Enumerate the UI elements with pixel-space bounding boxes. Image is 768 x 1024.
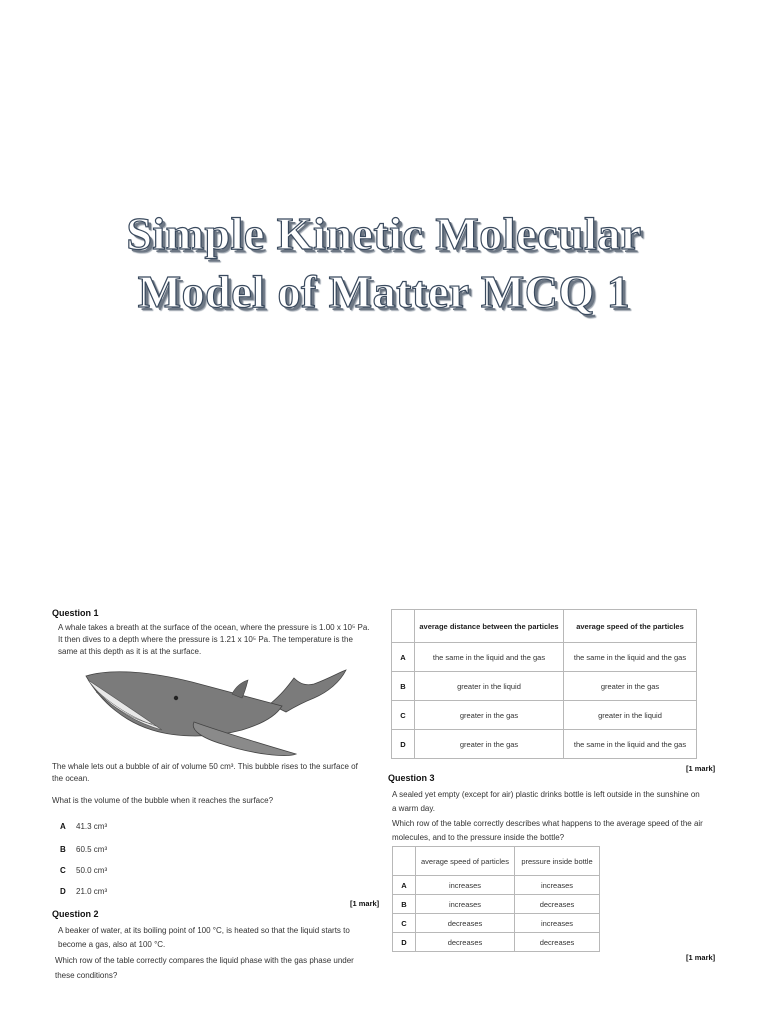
question-2-heading: Question 2	[52, 909, 99, 919]
row-label: C	[392, 701, 415, 730]
q1-text-line-2: It then dives to a depth where the pressure is 1.21 x 10⁵ Pa. The temperature is the	[58, 635, 353, 644]
table-cell: decreases	[515, 895, 600, 914]
q1-option-a[interactable]	[60, 822, 107, 831]
table-cell: greater in the liquid	[564, 701, 697, 730]
q2-text-line-2: become a gas, also at 100 °C.	[58, 940, 166, 949]
table-header-row	[392, 610, 697, 643]
table-cell: greater in the gas	[415, 701, 564, 730]
table-cell: decreases	[515, 933, 600, 952]
question-1-heading: Question 1	[52, 608, 99, 618]
option-label: A	[60, 822, 66, 831]
table-header-row	[393, 847, 600, 876]
q2-text-line-1: A beaker of water, at its boiling point of 100 °C, is heated so that the liquid starts to	[58, 926, 350, 935]
table-corner-cell	[393, 847, 416, 876]
table-cell: decreases	[416, 933, 515, 952]
option-label: C	[60, 866, 66, 875]
q1-mark: [1 mark]	[350, 899, 380, 908]
option-label: B	[60, 845, 66, 854]
table-corner-cell	[392, 610, 415, 643]
table-header-distance: average distance between the particles	[415, 610, 564, 643]
option-text: 21.0 cm³	[76, 887, 108, 896]
question-3-heading: Question 3	[388, 773, 435, 783]
title-line-2: Model of Matter MCQ 1	[137, 266, 631, 317]
title-line-1: Simple Kinetic Molecular	[126, 208, 642, 259]
q1-text-line-4: The whale lets out a bubble of air of volume 50 cm³. This bubble rises to the surface of	[52, 762, 358, 771]
row-label: D	[393, 933, 416, 952]
table-cell: the same in the liquid and the gas	[415, 643, 564, 672]
whale-illustration	[82, 664, 350, 760]
table-cell: greater in the gas	[564, 672, 697, 701]
q3-bottle-table	[392, 846, 600, 952]
q3-text-line-1: A sealed yet empty (except for air) plastic drinks bottle is left outside in the sunshine on	[392, 790, 700, 799]
table-cell: greater in the liquid	[415, 672, 564, 701]
option-label: D	[60, 887, 66, 896]
q3-text-line-4: molecules, and to the pressure inside the bottle?	[392, 833, 565, 842]
table-row[interactable]	[393, 876, 600, 895]
page-title	[0, 205, 768, 321]
row-label: D	[392, 730, 415, 759]
q1-text-line-1: A whale takes a breath at the surface of the ocean, where the pressure is 1.00 x 10⁵ Pa.	[58, 623, 370, 632]
q3-mark: [1 mark]	[686, 953, 716, 962]
table-row[interactable]	[392, 701, 697, 730]
table-row[interactable]	[393, 933, 600, 952]
table-cell: the same in the liquid and the gas	[564, 643, 697, 672]
q1-question: What is the volume of the bubble when it reaches the surface?	[52, 796, 274, 805]
q1-text-line-3: same at this depth as it is at the surface.	[58, 647, 202, 656]
table-cell: increases	[515, 876, 600, 895]
q3-text-line-3: Which row of the table correctly describes what happens to the average speed of the air	[392, 819, 703, 828]
row-label: A	[393, 876, 416, 895]
q3-text-line-2: a warm day.	[392, 804, 435, 813]
row-label: B	[392, 672, 415, 701]
table-row[interactable]	[393, 895, 600, 914]
q2-comparison-table	[391, 609, 697, 759]
table-header-speed: average speed of the particles	[564, 610, 697, 643]
table-header-speed: average speed of particles	[416, 847, 515, 876]
table-header-pressure: pressure inside bottle	[515, 847, 600, 876]
table-cell: decreases	[416, 914, 515, 933]
option-text: 60.5 cm³	[76, 845, 108, 854]
table-row[interactable]	[392, 730, 697, 759]
table-row[interactable]	[392, 643, 697, 672]
table-row[interactable]	[393, 914, 600, 933]
option-text: 41.3 cm³	[76, 822, 108, 831]
q1-option-d[interactable]	[60, 887, 107, 896]
q1-option-c[interactable]	[60, 866, 107, 875]
row-label: C	[393, 914, 416, 933]
table-cell: increases	[416, 895, 515, 914]
table-cell: increases	[416, 876, 515, 895]
q2-text-line-4: these conditions?	[55, 971, 118, 980]
table-cell: greater in the gas	[415, 730, 564, 759]
q1-option-b[interactable]	[60, 845, 107, 854]
q1-text-line-5: the ocean.	[52, 774, 90, 783]
q2-text-line-3: Which row of the table correctly compares the liquid phase with the gas phase under	[55, 956, 354, 965]
row-label: B	[393, 895, 416, 914]
table-row[interactable]	[392, 672, 697, 701]
q2-mark: [1 mark]	[686, 764, 716, 773]
row-label: A	[392, 643, 415, 672]
table-cell: increases	[515, 914, 600, 933]
table-cell: the same in the liquid and the gas	[564, 730, 697, 759]
option-text: 50.0 cm³	[76, 866, 108, 875]
